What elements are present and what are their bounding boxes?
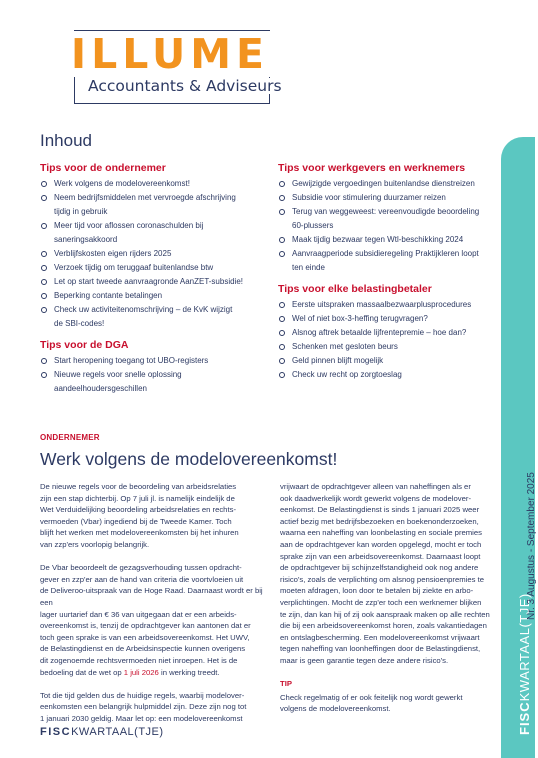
circle-bullet-icon xyxy=(279,358,285,364)
circle-bullet-icon xyxy=(41,372,47,378)
toc-item-text: Werk volgens de modelovereenkomst! xyxy=(54,179,190,188)
toc-list-werkgevers xyxy=(278,177,498,275)
circle-bullet-icon xyxy=(41,293,47,299)
toc-item-text: Check uw recht op zorgtoeslag xyxy=(292,370,402,379)
text-run: in werking treedt. xyxy=(158,667,220,677)
text-line: De nieuwe regels voor de beoordeling van arbeidsrelaties xyxy=(40,482,237,491)
toc-item xyxy=(278,326,498,340)
footer-brand-kwartaal: KWARTAAL(TJE) xyxy=(71,726,164,738)
text-line: moeten afdragen, loon door te betalen bij ziekte en arbo- xyxy=(280,586,474,596)
circle-bullet-icon xyxy=(279,330,285,336)
toc-item-text: Start heropening toegang tot UBO-registers xyxy=(54,356,209,365)
toc-item-text: Schenken met gesloten beurs xyxy=(292,342,398,351)
toc-item xyxy=(278,354,498,368)
circle-bullet-icon xyxy=(41,279,47,285)
toc-item xyxy=(40,275,280,289)
text-line: actief bezig met bedrijfsbezoeken en boekenonderzoeken, xyxy=(280,516,479,526)
toc-item xyxy=(278,233,498,247)
text-line: sprake zijn van een arbeidsovereenkomst. Daarnaast loopt xyxy=(280,551,481,561)
text-run: bedoeling dat de wet op xyxy=(40,667,124,677)
article-paragraph xyxy=(40,562,272,678)
circle-bullet-icon xyxy=(279,237,285,243)
article-column-right xyxy=(280,481,502,726)
circle-bullet-icon xyxy=(279,344,285,350)
circle-bullet-icon xyxy=(41,265,47,271)
text-line: Tot die tijd gelden dus de huidige regels, waarbij modelover- xyxy=(40,690,245,700)
toc-item-text: Let op start tweede aanvraagronde AanZET-subsidie! xyxy=(54,277,244,286)
contents-title: Inhoud xyxy=(40,131,92,150)
issue-label: Nr. 3 Augustus - September 2025 xyxy=(526,472,537,620)
toc-item-text: Alsnog aftrek betaalde lijfrentepremie – hoe dan? xyxy=(292,328,467,337)
text-line: dit zogenoemde rechtsvermoeden niet inroepen. Het is de xyxy=(40,655,238,665)
circle-bullet-icon xyxy=(279,302,285,308)
toc-item xyxy=(40,354,280,368)
circle-bullet-icon xyxy=(279,372,285,378)
circle-bullet-icon xyxy=(279,195,285,201)
text-line: blijft het werken met modelovereenkomsten bij het inhuren xyxy=(40,528,239,538)
toc-item-text: Aanvraagperiode subsidieregeling Praktijkleren loopt xyxy=(292,249,479,258)
toc-item-text: tijdig in gebruik xyxy=(54,207,108,216)
toc-item-text: Gewijzigde vergoedingen buitenlandse dienstreizen xyxy=(292,179,475,188)
toc-item-text: Verblijfskosten eigen rijders 2025 xyxy=(54,249,172,258)
toc-item-text: Maak tijdig bezwaar tegen Wtl-beschikking 2024 xyxy=(292,235,464,244)
section-title-dga: Tips voor de DGA xyxy=(40,339,129,351)
toc-list-belasting xyxy=(278,298,498,382)
toc-item-text: Eerste uitspraken massaalbezwaarplusprocedures xyxy=(292,300,472,309)
text-line: ook daadwerkelijk wordt gewerkt volgens de modelover- xyxy=(280,493,472,503)
toc-item xyxy=(40,219,280,247)
text-line: risico's, zoals de verplichting om alsnog pensioenpremies te xyxy=(280,574,485,584)
text-line: aan de opdrachtgever kan worden opgelegd, mocht er toch xyxy=(280,539,482,549)
text-line: tegen naheffing van loonheffingen door de Belastingdienst, xyxy=(280,644,481,654)
toc-list-dga xyxy=(40,354,280,396)
toc-item-text: Beperking contante betalingen xyxy=(54,291,163,300)
toc-item-text: Geld pinnen blijft mogelijk xyxy=(292,356,384,365)
tip-text xyxy=(280,692,502,715)
text-line: eenkomst. De Belastingdienst is sinds 1 januari 2025 weer xyxy=(280,505,480,515)
text-line: De Vbar beoordeelt de gezagsverhouding tussen opdracht- xyxy=(40,563,242,573)
toc-item xyxy=(40,303,280,331)
text-line: vermoeden (Vbar) ingediend bij de Tweede Kamer. Toch xyxy=(40,516,232,526)
toc-item xyxy=(278,340,498,354)
toc-item xyxy=(278,177,498,191)
circle-bullet-icon xyxy=(279,251,285,257)
text-line: eenkomsten een belangrijk hulpmiddel zijn. Deze zijn nog tot xyxy=(40,702,247,712)
article-title: Werk volgens de modelovereenkomst! xyxy=(40,449,338,469)
toc-item-text: aandeelhoudersgeschillen xyxy=(54,384,147,393)
toc-item xyxy=(278,191,498,205)
circle-bullet-icon xyxy=(41,307,47,313)
side-brand-kwartaal: KWARTAAL(TJE) xyxy=(517,593,532,702)
section-title-belasting: Tips voor elke belastingbetaler xyxy=(278,283,432,295)
circle-bullet-icon xyxy=(279,181,285,187)
toc-item xyxy=(278,247,498,275)
toc-item-text: Wel of niet box-3-heffing terugvragen? xyxy=(292,314,428,323)
tip-heading: TIP xyxy=(280,679,292,689)
text-line: verplichtingen. Mocht de zzp'er toch een werknemer blijken xyxy=(280,597,482,607)
text-line: overeenkomst is, tenzij de opdrachtgever kan aantonen dat er xyxy=(40,621,251,631)
toc-item-text: Neem bedrijfsmiddelen met vervroegde afschrijving xyxy=(54,193,236,202)
toc-item-text: Meer tijd voor aflossen coronaschulden bij xyxy=(54,221,204,230)
toc-item-text: de SBI-codes! xyxy=(54,319,105,328)
article-kicker: ONDERNEMER xyxy=(40,433,100,442)
section-title-werkgevers: Tips voor werkgevers en werknemers xyxy=(278,162,466,174)
text-line: de opdrachtgever bij schijnzelfstandigheid ook nog andere xyxy=(280,563,479,573)
toc-item xyxy=(278,368,498,382)
toc-item xyxy=(40,289,280,303)
circle-bullet-icon xyxy=(41,251,47,257)
article-paragraph xyxy=(280,481,502,667)
article-paragraph xyxy=(40,481,272,551)
toc-item xyxy=(40,368,280,396)
text-line: zijn een stap dichterbij. Op 7 juli jl. is namelijk eindelijk de xyxy=(40,493,235,503)
toc-item-text: ten einde xyxy=(292,263,325,272)
toc-item-text: 60-plussers xyxy=(292,221,334,230)
circle-bullet-icon xyxy=(279,209,285,215)
toc-item-text: Check uw activiteitenomschrijving – de KvK wijzigt xyxy=(54,305,233,314)
text-line: 1 januari 2030 geldig. Maar let op: een modelovereenkomst xyxy=(40,713,243,723)
toc-item-text: Subsidie voor stimulering duurzamer reizen xyxy=(292,193,446,202)
text-line: Wet Verduidelijking beoordeling arbeidsrelaties en rechts- xyxy=(40,505,237,515)
circle-bullet-icon xyxy=(41,181,47,187)
text-line: toch geen sprake is van een arbeidsovereenkomst. Het UWV, xyxy=(40,632,250,642)
toc-item xyxy=(40,247,280,261)
text-line: volgens de modelovereenkomst. xyxy=(280,704,391,714)
toc-item xyxy=(278,205,498,233)
footer-brand xyxy=(40,726,164,738)
toc-item xyxy=(40,177,280,191)
article-paragraph xyxy=(40,690,272,725)
toc-item xyxy=(278,298,498,312)
toc-item-text: Nieuwe regels voor snelle oplossing xyxy=(54,370,182,379)
circle-bullet-icon xyxy=(41,358,47,364)
text-line: waarna een naheffing van loonbelasting en sociale premies xyxy=(280,528,483,538)
text-line: de Deliveroo-uitspraak van de Hoge Raad. Daarnaast wordt er bij een xyxy=(40,586,263,607)
circle-bullet-icon xyxy=(41,223,47,229)
text-line: te zijn, dan kan hij of zij ook aanspraak maken op alle rechten xyxy=(280,609,490,619)
text-line: en ontslagbescherming. Een modelovereenkomst vrijwaart xyxy=(280,632,480,642)
toc-item xyxy=(40,261,280,275)
text-line: lager uurtarief dan € 36 van uitgegaan dat er een arbeids- xyxy=(40,609,237,619)
toc-list-ondernemer xyxy=(40,177,280,331)
side-brand-fisc: FISC xyxy=(517,701,532,735)
text-line: Check regelmatig of er ook feitelijk nog wordt gewerkt xyxy=(280,692,463,702)
logo-subtitle: Accountants & Adviseurs xyxy=(88,77,282,95)
logo-wordmark: ILLUME xyxy=(54,31,286,77)
toc-item xyxy=(278,312,498,326)
text-line: gever en zzp'er aan de hand van criteria die voortvloeien uit xyxy=(40,574,244,584)
circle-bullet-icon xyxy=(41,195,47,201)
toc-item-text: saneringsakkoord xyxy=(54,235,118,244)
text-line: van zzp'ers voorlopig belangrijk. xyxy=(40,539,150,549)
text-line: de Belastingdienst en de Arbeidsinspectie kunnen overigens xyxy=(40,644,246,654)
date-highlight: 1 juli 2026 xyxy=(123,667,159,677)
article-column-left xyxy=(40,481,272,736)
text-line: vrijwaart de opdrachtgever alleen van naheffingen als er xyxy=(280,482,471,491)
footer-brand-fisc: FISC xyxy=(40,726,72,738)
toc-item-text: Terug van weggeweest: vereenvoudigde beoordeling xyxy=(292,207,480,216)
text-line: maar is geen garantie tegen deze andere risico's. xyxy=(280,655,449,665)
circle-bullet-icon xyxy=(279,316,285,322)
toc-item xyxy=(40,191,280,219)
text-line: die bij een arbeidsovereenkomst horen, zoals vakantiedagen xyxy=(280,621,487,631)
toc-item-text: Verzoek tijdig om teruggaaf buitenlandse btw xyxy=(54,263,214,272)
section-title-ondernemer: Tips voor de ondernemer xyxy=(40,162,166,174)
